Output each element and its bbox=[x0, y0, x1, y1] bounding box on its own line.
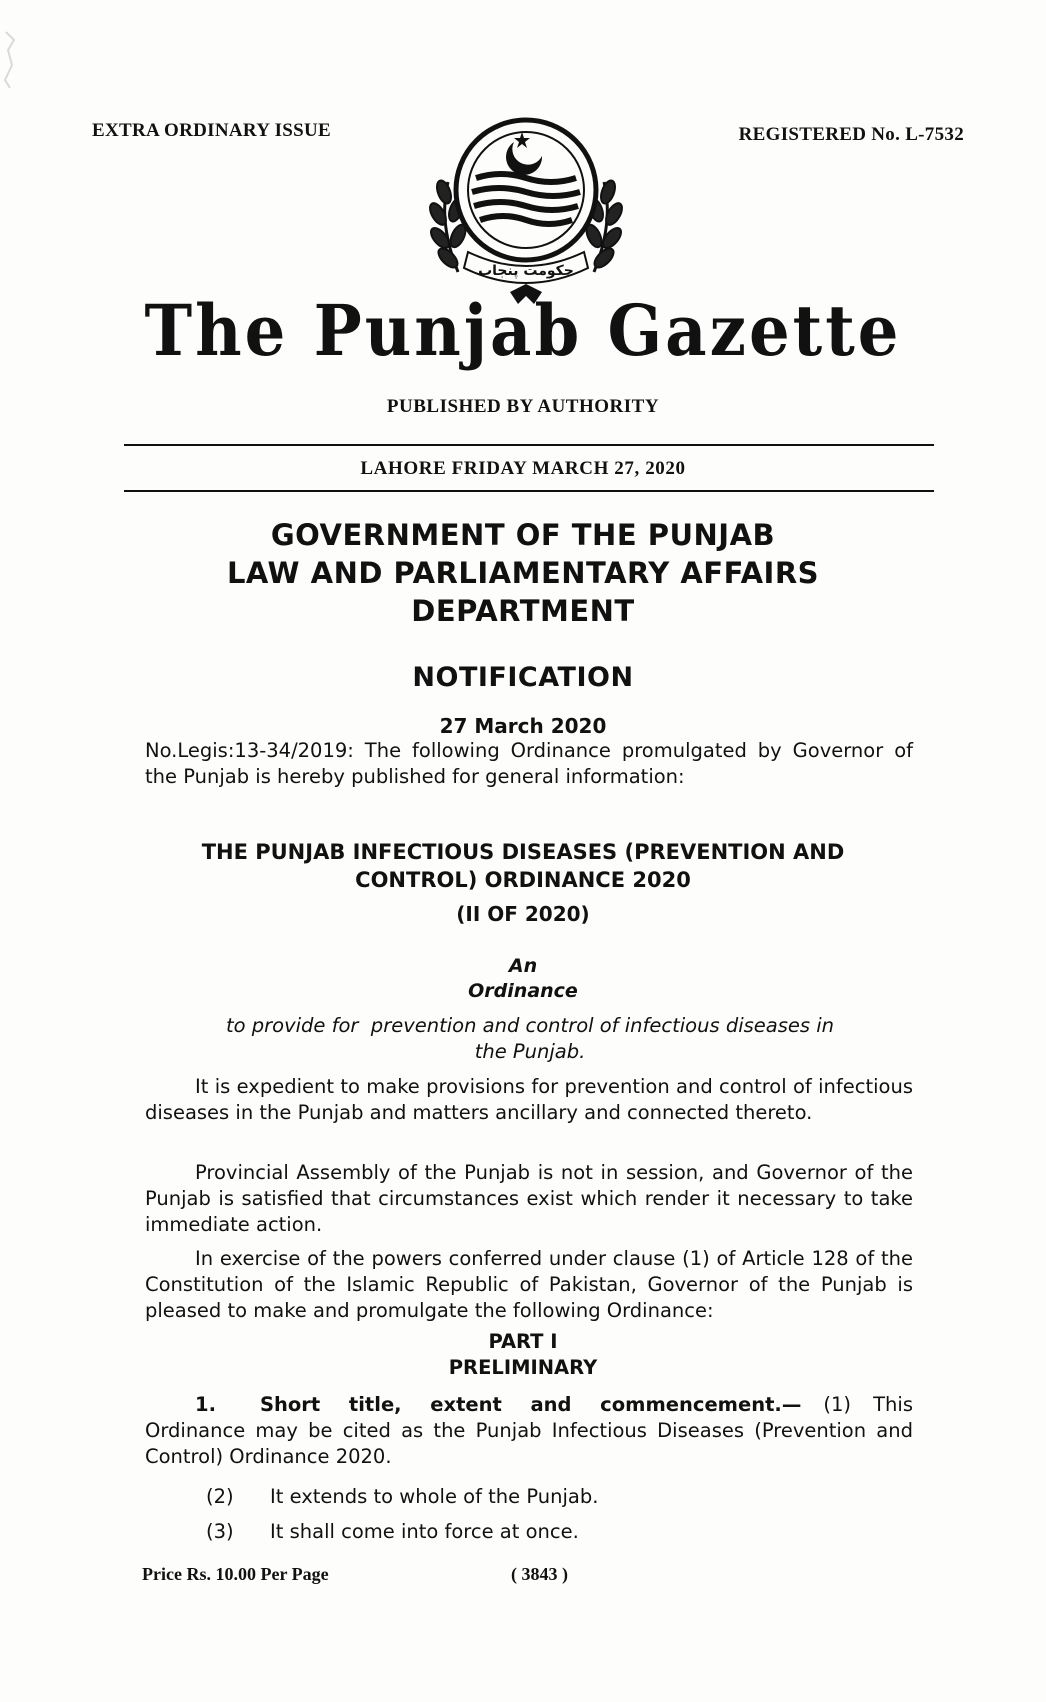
an-label: An bbox=[508, 955, 538, 977]
part-heading bbox=[0, 1329, 1046, 1381]
section-1 bbox=[145, 1392, 913, 1470]
section-1-text: (1) This Ordinance may be cited as the Punjab Infectious Diseases (Prevention and Control) Ordinance 2020. bbox=[145, 1393, 913, 1468]
ordinance-title bbox=[0, 838, 1046, 894]
department-heading bbox=[0, 516, 1046, 630]
long-title-line-2: the Punjab. bbox=[474, 1040, 586, 1063]
subsection-3-number: (3) bbox=[206, 1520, 234, 1543]
notification-title: NOTIFICATION bbox=[412, 662, 634, 693]
page-number: ( 3843 ) bbox=[511, 1564, 568, 1584]
department-line-3: DEPARTMENT bbox=[411, 594, 635, 628]
divider-top bbox=[124, 444, 934, 446]
preamble-paragraph-3: In exercise of the powers conferred under clause (1) of Article 128 of the Constitution of the Islamic Republic of Pakistan, Governor of the Punjab is pleased to make and promulgate the following Ordinance: bbox=[145, 1247, 913, 1322]
long-title bbox=[190, 1013, 870, 1065]
section-1-heading: Short title, extent and commencement.— bbox=[259, 1393, 802, 1416]
scan-artifact bbox=[2, 30, 18, 90]
gazette-masthead: The Punjab Gazette bbox=[144, 290, 902, 373]
department-line-2: LAW AND PARLIAMENTARY AFFAIRS bbox=[226, 556, 820, 590]
ordinance-number: (II OF 2020) bbox=[456, 902, 590, 926]
subsection-2-number: (2) bbox=[206, 1485, 234, 1508]
punjab-government-emblem bbox=[418, 112, 634, 312]
dateline: LAHORE FRIDAY MARCH 27, 2020 bbox=[360, 458, 686, 479]
section-1-number: 1. bbox=[195, 1393, 216, 1416]
notification-date: 27 March 2020 bbox=[439, 714, 607, 738]
department-line-1: GOVERNMENT OF THE PUNJAB bbox=[270, 518, 776, 552]
part-number: PART I bbox=[488, 1330, 558, 1353]
long-title-line-1: to provide for prevention and control of infectious diseases in bbox=[225, 1014, 835, 1037]
ordinance-title-line-1: THE PUNJAB INFECTIOUS DISEASES (PREVENTION AND bbox=[201, 840, 845, 864]
registration-number: REGISTERED No. L-7532 bbox=[738, 124, 964, 145]
preamble-paragraph-2: Provincial Assembly of the Punjab is not in session, and Governor of the Punjab is satisfied that circumstances exist which render it necessary to take immediate action. bbox=[145, 1161, 913, 1236]
part-title: PRELIMINARY bbox=[448, 1356, 598, 1379]
subsection-3 bbox=[206, 1520, 579, 1543]
ordinance-word: Ordinance bbox=[468, 980, 578, 1002]
emblem-urdu-text: حکومت پنجاب bbox=[478, 263, 574, 279]
ordinance-label bbox=[0, 954, 1046, 1004]
issue-type: EXTRA ORDINARY ISSUE bbox=[92, 120, 332, 141]
subsection-2-text: It extends to whole of the Punjab. bbox=[270, 1485, 599, 1508]
published-by-authority: PUBLISHED BY AUTHORITY bbox=[386, 396, 660, 417]
ordinance-title-line-2: CONTROL) ORDINANCE 2020 bbox=[355, 868, 691, 892]
price-per-page: Price Rs. 10.00 Per Page bbox=[142, 1564, 329, 1584]
subsection-2 bbox=[206, 1485, 598, 1508]
notification-body: No.Legis:13-34/2019: The following Ordinance promulgated by Governor of the Punjab is hereby published for general information: bbox=[145, 739, 913, 788]
preamble-paragraph-1: It is expedient to make provisions for prevention and control of infectious diseases in the Punjab and matters ancillary and connected thereto. bbox=[145, 1075, 913, 1124]
subsection-3-text: It shall come into force at once. bbox=[270, 1520, 579, 1543]
divider-bottom bbox=[124, 490, 934, 492]
